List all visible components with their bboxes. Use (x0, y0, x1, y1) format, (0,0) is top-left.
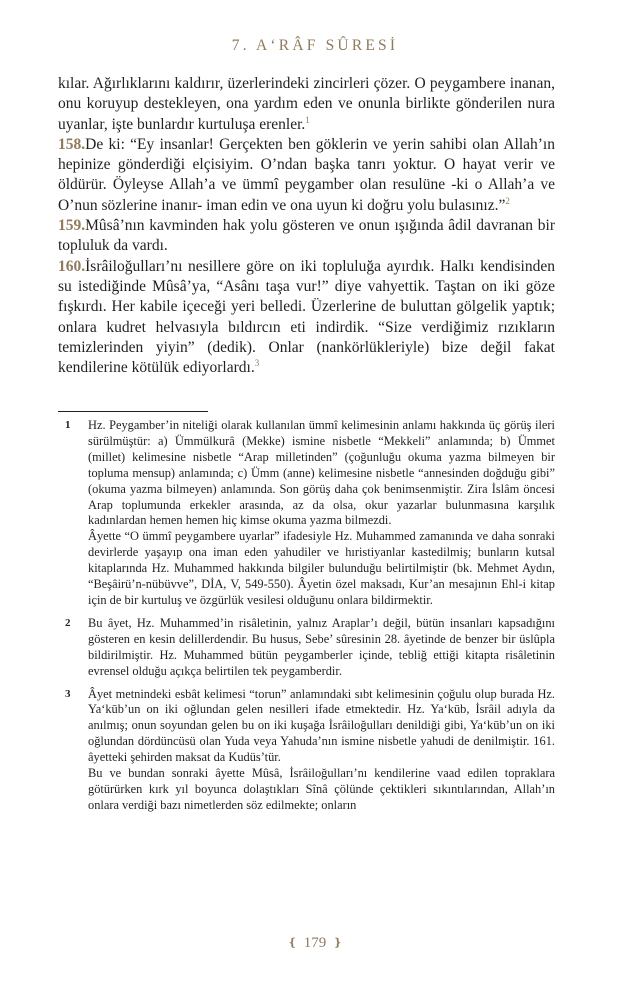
right-ornament-icon: ❵ (333, 937, 343, 949)
page-number (0, 935, 630, 952)
footnote-ref[interactable]: 3 (254, 358, 260, 368)
left-ornament-icon: ❴ (287, 937, 297, 949)
verse-number: 159. (58, 217, 86, 235)
footnote-paragraph: Âyet metnindeki esbât kelimesi “torun” anlamındaki sıbt kelimesinin çoğulu olup burada Hz. Ya‘kūb’un on iki oğlundan gelen nesilleri ifade etmektedir. Hz. Ya‘kūb, İsrâil adıyla da anılmış; onun soyundan gelen bu on iki kuşağa İsrâiloğulları denildiği gibi, Ya‘kūb’un on iki oğlundan dördüncüsü olan Yuda veya Yahuda’nın ismine nisbetle yahudi de denilmiştir. 161. âyetteki şehirden maksat da Kudüs’tür. (88, 686, 555, 765)
verse-continuation (58, 74, 555, 135)
footnote-ref[interactable]: 2 (505, 195, 510, 206)
verse-159 (58, 216, 555, 257)
verse-number: 160. (58, 257, 86, 275)
verse-158 (58, 135, 555, 216)
verse-160 (58, 257, 555, 379)
footnote-3 (58, 687, 555, 814)
running-title: 7. A‘RÂF SÛRESİ (231, 37, 399, 54)
footnote-paragraph: Bu ve bundan sonraki âyette Mûsâ, İsrâiloğulları’nı kendilerine vaad edilen topraklara götürürken kırk yıl boyunca dolaştıkları Sînâ çölünde çektikleri sıkıntılarından, Allah’ın onlara verdiği bazı nimetlerden söz edilmekte; onların (88, 766, 555, 812)
page-number-value: 179 (303, 935, 327, 951)
verse-text-body: İsrâiloğulları’nı nesillere göre on iki topluluğa ayırdık. Halkı kendisinden su istediğinde Mûsâ’ya, “Asânı taşa vur!” diye vahyettik. Taştan on iki göze fışkırdı. Her kabile içeceği yeri belledi. Üzerlerine de buluttan gölgelik yaptık; onlara kudret helvasıyla bıldırcın eti indirdik. “Size verdiğimiz rızıkların temizlerinden yiyin” (dedik). Onlar (nankörlükleriyle) bize değil fakat kendilerine kötülük ediyorlardı. (58, 257, 555, 377)
footnote-number: 2 (65, 616, 71, 629)
verse-number: 158. (58, 135, 86, 153)
footnote-divider (58, 411, 208, 412)
footnote-number: 3 (65, 687, 71, 700)
verse-text-body: Mûsâ’nın kavminden hak yolu gösteren ve onun ışığında âdil davranan bir topluluk da vardı. (58, 217, 555, 255)
verse-text-body: kılar. Ağırlıklarını kaldırır, üzerlerindeki zincirleri çözer. O peygambere inanan, onu koruyup destekleyen, ona yardım eden ve onunla birlikte gönderilen nura uyanlar, işte bunlardır kurtuluşa erenler. (58, 75, 555, 133)
footnotes (58, 418, 555, 821)
footnote-number: 1 (65, 419, 71, 431)
footnote-2 (58, 616, 555, 680)
footnote-1 (58, 418, 555, 609)
footnote-paragraph: Hz. Peygamber’in niteliği olarak kullanılan ümmî kelimesinin anlamı hakkında üç görüş ileri sürülmüştür: a) Ümmülkurâ (Mekke) ismine nisbetle “Mekkeli” anlamında; b) Ümmet (millet) kelimesine nisbetle “Arap milletinden” (çoğunluğu okuma yazma bilmeyen bir topluma mensup) anlamında; c) Ümm (anne) kelimesine nisbetle “annesinden doğduğu gibi” (okuma yazma bilmeyen) anlamında. Son görüş daha çok benimsenmiştir. Zira İslâm öncesi Arap toplumunda erkekler arasında, az da olsa, okur yazarlar bulunmasına karşılık kadınlardan hemen hemen hiç kimse okuma yazma bilmezdi. (88, 418, 555, 528)
verse-text (58, 74, 555, 378)
footnote-paragraph: Bu âyet, Hz. Muhammed’in risâletinin, yalnız Araplar’ı değil, bütün insanları kapsadığını gösteren en kesin delillerdendir. Bu husus, Sebe’ sûresinin 28. âyetinde de benzer bir üslûpla bildirilmiştir. Hz. Muhammed bütün peygamberler içinde, tebliğ ettiği kitapta risâletinin evrensel olduğu açıkça belirtilen tek peygamberdir. (88, 615, 555, 678)
verse-text-body: De ki: “Ey insanlar! Gerçekten ben göklerin ve yerin sahibi olan Allah’ın hepinize gönderdiği elçisiyim. O’ndan başka tanrı yoktur. O hayat verir ve öldürür. Öyleyse Allah’a ve ümmî peygamber olan resulüne -ki o Allah’a ve O’nun sözlerine inanır- iman edin ve ona uyun ki doğru yolu bulasınız.” (58, 135, 555, 214)
footnote-paragraph: Âyette “O ümmî peygambere uyarlar” ifadesiyle Hz. Muhammed zamanında ve daha sonraki devirlerde yaşayıp ona iman eden yahudiler ve hıristiyanlar kastedilmiş; bunların kutsal kitaplarında Hz. Muhammed hakkında bilgiler bulunduğu belirtilmiştir (bk. Mehmet Aydın, “Beşâirü’n-nübüvve”, DİA, V, 549-550). Âyetin özel maksadı, Kur’an mesajının Ehl-i kitap için de bir kurtuluş ve özgürlük vesilesi olduğunu onlara bildirmektir. (88, 529, 555, 607)
footnote-ref[interactable]: 1 (305, 114, 310, 125)
